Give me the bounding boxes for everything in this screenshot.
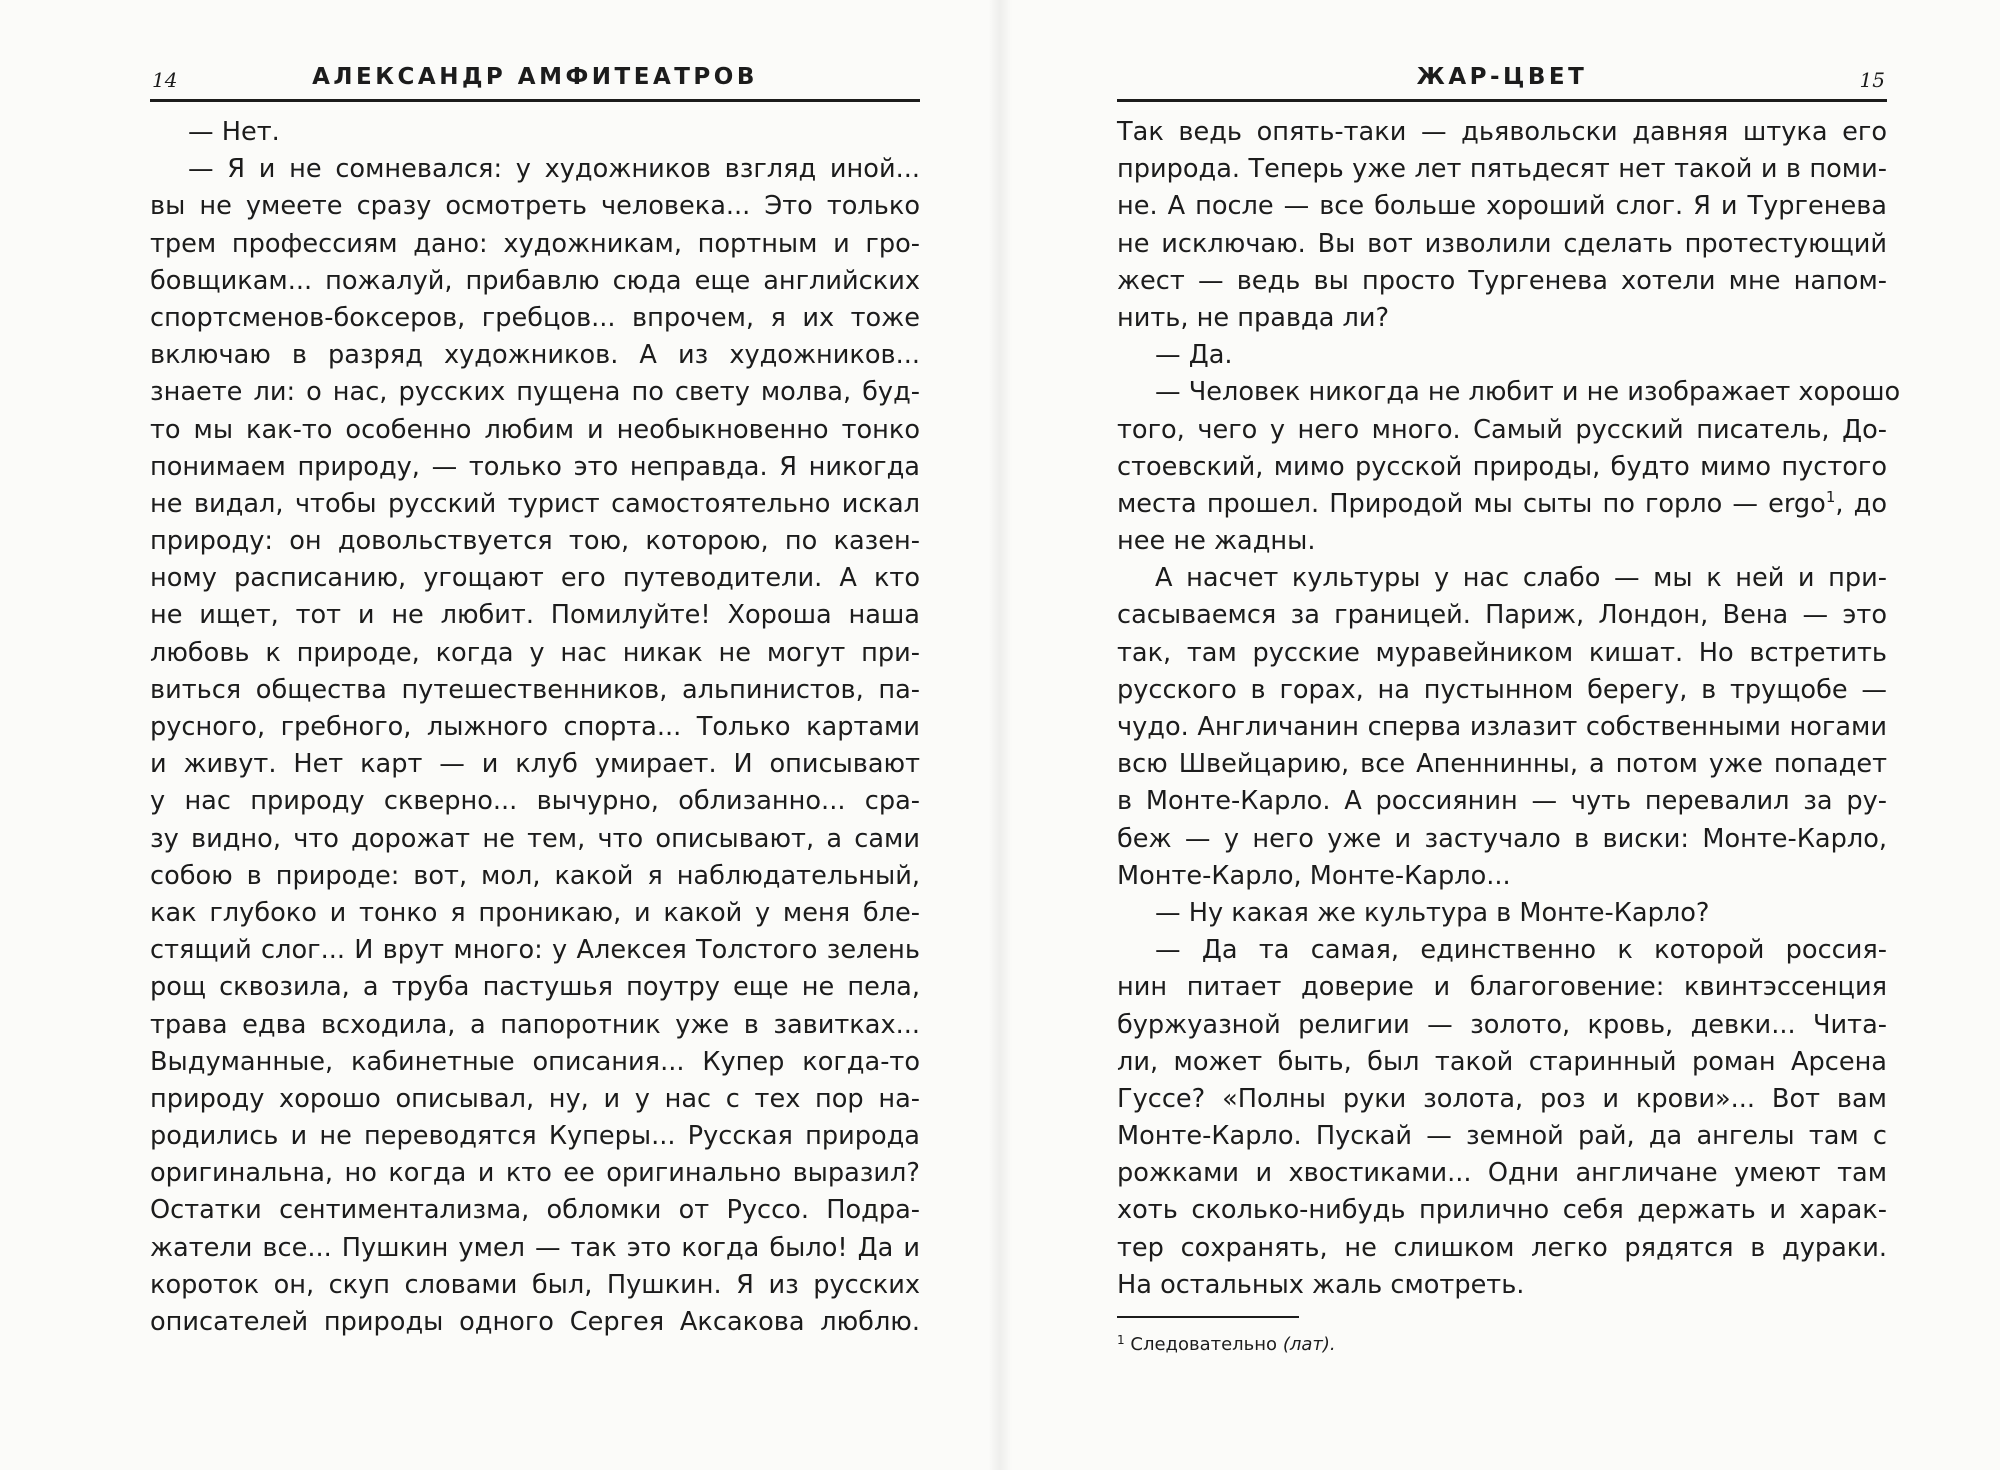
text-line: зу видно, что дорожат не тем, что описывают, а сами — [150, 823, 920, 854]
text-line: русного, гребного, лыжного спорта... Только картами — [150, 712, 920, 742]
text-line: чудо. Англичанин сперва излазит собственными ногами — [1117, 712, 1887, 742]
text-line: ному расписанию, угощают его путеводители. А кто — [150, 563, 920, 594]
left-header-rule — [150, 99, 920, 102]
left-running-title: АЛЕКСАНДР АМФИТЕАТРОВ — [312, 64, 758, 90]
text-line: стоевский, мимо русской природы, будто мимо пустого — [1117, 451, 1887, 482]
right-page-text — [1117, 114, 1901, 1304]
text-line: не видал, чтобы русский турист самостоятельно искал — [150, 488, 920, 519]
text-line: и живут. Нет карт — и клуб умирает. И описывают — [150, 749, 920, 780]
right-running-title: ЖАР-ЦВЕТ — [1416, 64, 1588, 90]
text-line: природа. Теперь уже лет пятьдесят нет такой и в поми- — [1117, 154, 1887, 185]
text-line: На остальных жаль смотреть. — [1117, 1269, 1525, 1300]
text-line: тер сохранять, не слишком легко рядятся в дураки. — [1117, 1232, 1887, 1263]
text-line: природу: он довольствуется тою, которою, по казен- — [150, 526, 920, 557]
text-line: всю Швейцарию, все Апеннинны, а потом уже попадет — [1117, 749, 1887, 780]
text-line: не ищет, тот и не любит. Помилуйте! Хороша наша — [150, 600, 920, 631]
text-line: хоть сколько-нибудь прилично себя держать и харак- — [1117, 1195, 1887, 1226]
text-line: включаю в разряд художников. А из художников... — [150, 340, 920, 371]
text-line: — Ну какая же культура в Монте-Карло? — [1155, 897, 1710, 928]
text-line: ли, может быть, был такой старинный роман Арсена — [1117, 1046, 1887, 1077]
text-line: — Нет. — [188, 117, 280, 147]
text-line: жатели все... Пушкин умел — так это когда было! Да и — [150, 1232, 920, 1263]
footnote-ref: 1 — [1825, 487, 1836, 506]
text-line: как глубоко и тонко я проникаю, и какой у меня бле- — [150, 897, 920, 928]
text-line: русского в горах, на пустынном берегу, в трущобе — — [1117, 674, 1887, 705]
ergo-tail: , до — [1835, 488, 1887, 519]
footnote — [1117, 1334, 1336, 1355]
right-header-rule — [1117, 99, 1887, 102]
text-line: — Да та самая, единственно к которой россия- — [1155, 935, 1887, 966]
text-line: собою в природе: вот, мол, какой я наблюдательный, — [150, 860, 920, 891]
text-line: беж — у него уже и застучало в виски: Монте-Карло, — [1117, 823, 1887, 854]
text-line: не. А после — все больше хороший слог. Я и Тургенева — [1117, 191, 1887, 222]
text-line: рощ сквозила, а труба пастушья поутру еще не пела, — [150, 972, 920, 1003]
left-page-text — [150, 114, 920, 1341]
text-line: родились и не переводятся Куперы... Русская природа — [150, 1121, 920, 1152]
text-line: Монте-Карло, Монте-Карло... — [1117, 860, 1511, 891]
right-page-header — [1117, 62, 1887, 98]
text-line: в Монте-Карло. А россиянин — чуть перевалил за ру- — [1117, 786, 1887, 817]
text-line: Гуссе? «Полны руки золота, роз и крови»... Вот вам — [1117, 1083, 1887, 1114]
text-line: бовщикам... пожалуй, прибавлю сюда еще английских — [150, 265, 920, 296]
text-line: спортсменов-боксеров, гребцов... впрочем, я их тоже — [150, 302, 920, 333]
footnote-language-note: (лат). — [1282, 1334, 1336, 1355]
text-line: — Да. — [1155, 340, 1233, 371]
text-line: Выдуманные, кабинетные описания... Купер когда-то — [150, 1046, 920, 1077]
left-page-header — [150, 62, 920, 98]
text-line: понимаем природу, — только это неправда. Я никогда — [150, 451, 920, 482]
text-line: виться общества путешественников, альпинистов, па- — [150, 674, 920, 705]
text-line-ergo — [1117, 486, 1887, 523]
right-page-number: 15 — [1859, 68, 1885, 92]
text-line: нить, не правда ли? — [1117, 302, 1390, 333]
text-line: стящий слог... И врут много: у Алексея Толстого зелень — [150, 935, 920, 966]
text-line: — Я и не сомневался: у художников взгляд иной... — [188, 154, 920, 185]
text-line: оригинальна, но когда и кто ее оригинально выразил? — [150, 1158, 920, 1189]
text-line: Монте-Карло. Пускай — земной рай, да ангелы там с — [1117, 1121, 1887, 1152]
footnote-marker: 1 — [1117, 1333, 1125, 1347]
text-line: не исключаю. Вы вот изволили сделать протестующий — [1117, 228, 1887, 259]
text-line: природу хорошо описывал, ну, и у нас с тех пор на- — [150, 1083, 920, 1114]
text-line: любовь к природе, когда у нас никак не могут при- — [150, 637, 920, 668]
text-line: трава едва всходила, а папоротник уже в завитках... — [150, 1009, 920, 1040]
text-line: описателей природы одного Сергея Аксакова люблю. — [150, 1307, 920, 1337]
text-line: того, чего у него много. Самый русский писатель, До- — [1117, 414, 1887, 445]
text-line: Так ведь опять-таки — дьявольски давняя штука его — [1117, 117, 1887, 147]
text-line: А насчет культуры у нас слабо — мы к ней и при- — [1155, 563, 1887, 594]
text-line: у нас природу скверно... вычурно, облизанно... сра- — [150, 786, 920, 817]
text-line: — Человек никогда не любит и не изображает хорошо — [1155, 377, 1901, 408]
ergo-text: места прошел. Природой мы сыты по горло — ergo — [1117, 488, 1826, 519]
text-line: вы не умеете сразу осмотреть человека... Это только — [150, 191, 920, 222]
footnote-rule — [1117, 1316, 1299, 1318]
footnote-text: Следовательно — [1130, 1334, 1278, 1355]
text-line: буржуазной религии — золото, кровь, девки... Чита- — [1117, 1009, 1887, 1040]
text-line: знаете ли: о нас, русских пущена по свету молва, буд- — [150, 377, 920, 408]
text-line: нее не жадны. — [1117, 526, 1316, 557]
text-line: так, там русские муравейником кишат. Но встретить — [1117, 637, 1887, 668]
left-page-number: 14 — [152, 68, 178, 92]
text-line: рожками и хвостиками... Одни англичане умеют там — [1117, 1158, 1887, 1189]
text-line: жест — ведь вы просто Тургенева хотели мне напом- — [1117, 265, 1887, 296]
text-line: нин питает доверие и благоговение: квинтэссенция — [1117, 972, 1887, 1003]
text-line: короток он, скуп словами был, Пушкин. Я из русских — [150, 1269, 920, 1300]
text-line: Остатки сентиментализма, обломки от Руссо. Подра- — [150, 1195, 920, 1226]
book-gutter — [988, 0, 1012, 1470]
text-line: то мы как-то особенно любим и необыкновенно тонко — [150, 414, 920, 445]
text-line: трем профессиям дано: художникам, портным и гро- — [150, 228, 920, 259]
text-line: сасываемся за границей. Париж, Лондон, Вена — это — [1117, 600, 1887, 631]
